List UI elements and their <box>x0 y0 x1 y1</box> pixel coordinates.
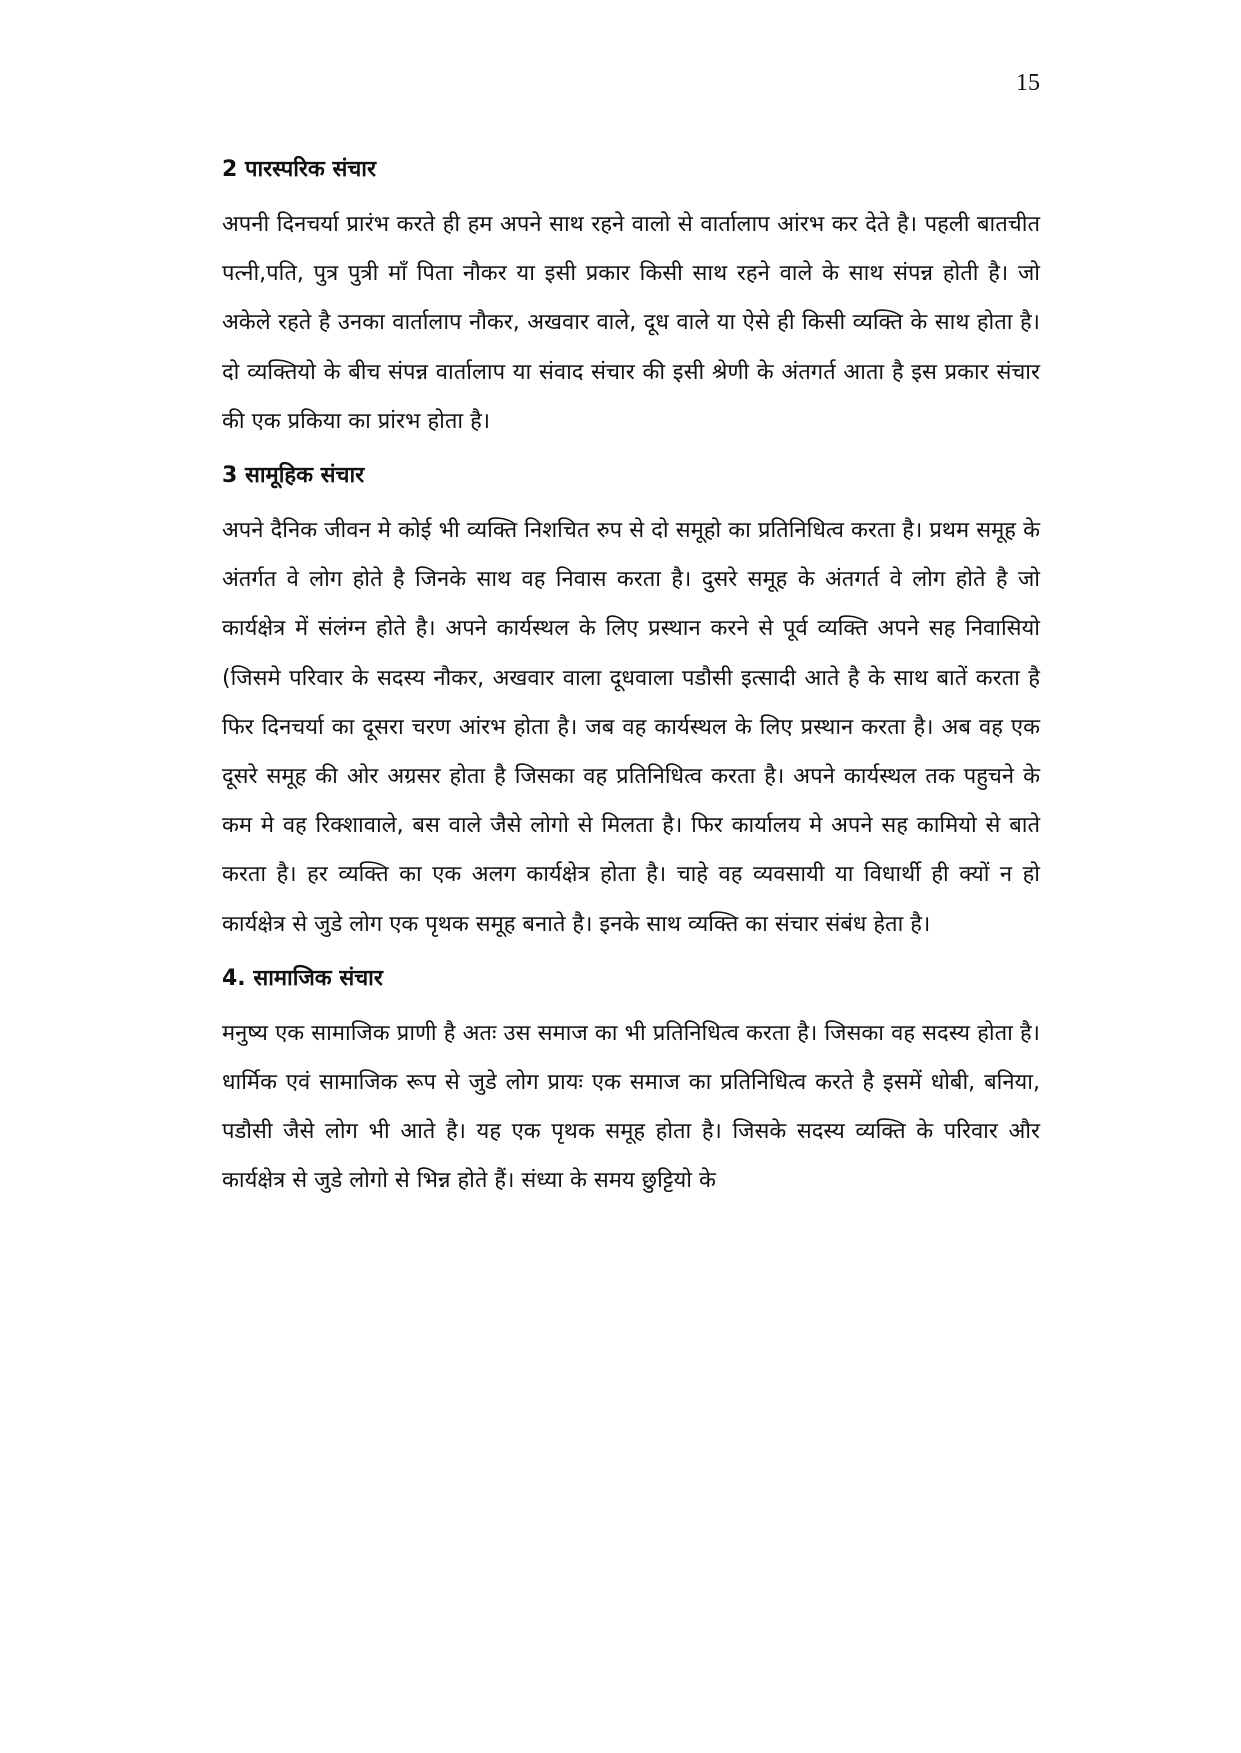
section-heading: 3 सामूहिक संचार <box>222 463 365 489</box>
text-line: के साथ होता है। दो व्यक्तियो के बीच संपन्न वार्तालाप या संवाद संचार की <box>222 310 1040 385</box>
text-line: क्यों न हो कार्यक्षेत्र से जुडे लोग एक पृथक समूह बनाते है। इनके साथ <box>222 862 1040 937</box>
text-line: एक समाज का प्रतिनिधित्व करते है इसमें धोबी, बनिया, पडौसी जैसे लोग <box>222 1070 1040 1145</box>
text-line: और कार्यक्षेत्र से जुडे लोगो से भिन्न होते हैं। संध्या के समय छुट्टियो के <box>222 1119 1040 1194</box>
paragraph <box>222 1009 1040 1206</box>
section-group-communication <box>222 446 1040 949</box>
text-line: आंरभ होता है। जब वह कार्यस्थल के लिए प्रस्थान करता है। अब वह एक <box>458 714 1040 740</box>
section-interpersonal-communication <box>222 140 1040 446</box>
text-line: वह निवास करता है। दुसरे समूह के अंतगर्त वे लोग होते है जो कार्यक्षेत्र में <box>222 567 1040 642</box>
text-line: अपने दैनिक जीवन मे कोई भी व्यक्ति निशचित रुप से दो समूहो का <box>222 518 751 544</box>
section-social-communication <box>222 949 1040 1206</box>
text-line: मनुष्य एक सामाजिक प्राणी है अतः उस समाज का भी प्रतिनिधित्व करता है। <box>222 1020 818 1046</box>
text-line: व्यक्ति का संचार संबंध हेता है। <box>687 911 931 937</box>
paragraph <box>222 200 1040 446</box>
section-heading: 2 पारस्परिक संचार <box>222 157 377 182</box>
text-line: सह निवासियो (जिसमे परिवार के सदस्य नौकर, अखवार वाला दूधवाला <box>222 616 1040 691</box>
text-line: दूसरे समूह की ओर अग्रसर होता है जिसका वह प्रतिनिधित्व करता है। अपने <box>222 764 835 790</box>
page-number: 15 <box>1016 70 1040 96</box>
text-line: इसी प्रकार किसी साथ रहने वाले के साथ संपन्न होती है। जो अकेले रहते <box>222 261 1040 336</box>
text-line: है उनका वार्तालाप नौकर, अखवार वाले, दूध वाले या ऐसे ही किसी व्यक्ति <box>318 310 903 336</box>
text-line: भी आते है। यह एक पृथक समूह होता है। जिसके सदस्य व्यक्ति के परिवार <box>368 1119 998 1145</box>
text-line: पडौसी इत्सादी आते है के साथ बातें करता है फिर दिनचर्या का दूसरा चरण <box>222 665 1040 740</box>
text-line: मिलता है। फिर कार्यालय मे अपने सह कामियो से बाते करता है। हर <box>222 813 1040 888</box>
text-line: संलंग्न होते है। अपने कार्यस्थल के लिए प्रस्थान करने से पूर्व व्यक्ति अपने <box>317 616 920 642</box>
document-body <box>222 140 1040 1206</box>
text-line: व्यक्ति का एक अलग कार्यक्षेत्र होता है। चाहे वह व्यवसायी या विधार्थी ही <box>338 862 949 888</box>
text-line: जिसका वह सदस्य होता है। धार्मिक एवं सामाजिक रूप से जुडे लोग प्रायः <box>222 1020 1040 1096</box>
section-heading: 4. सामाजिक संचार <box>222 965 383 991</box>
text-line: होता है। <box>427 408 491 434</box>
text-line: आंरभ कर देते है। पहली बातचीत पत्नी,पति, पुत्र पुत्री माँ पिता नौकर या <box>222 212 1040 287</box>
text-line: इसी श्रेणी के अंतगर्त आता है इस प्रकार संचार की एक प्रकिया का प्रांरभ <box>222 359 1041 434</box>
text-line: प्रतिनिधित्व करता है। प्रथम समूह के अंतर्गत वे लोग होते है जिनके साथ <box>222 518 1040 593</box>
text-line: कार्यस्थल तक पहुचने के कम मे वह रिक्शावाले, बस वाले जैसे लोगो से <box>222 764 1040 839</box>
text-line: अपनी दिनचर्या प्रारंभ करते ही हम अपने साथ रहने वालो से वार्तालाप <box>222 212 770 237</box>
paragraph <box>222 506 1040 949</box>
